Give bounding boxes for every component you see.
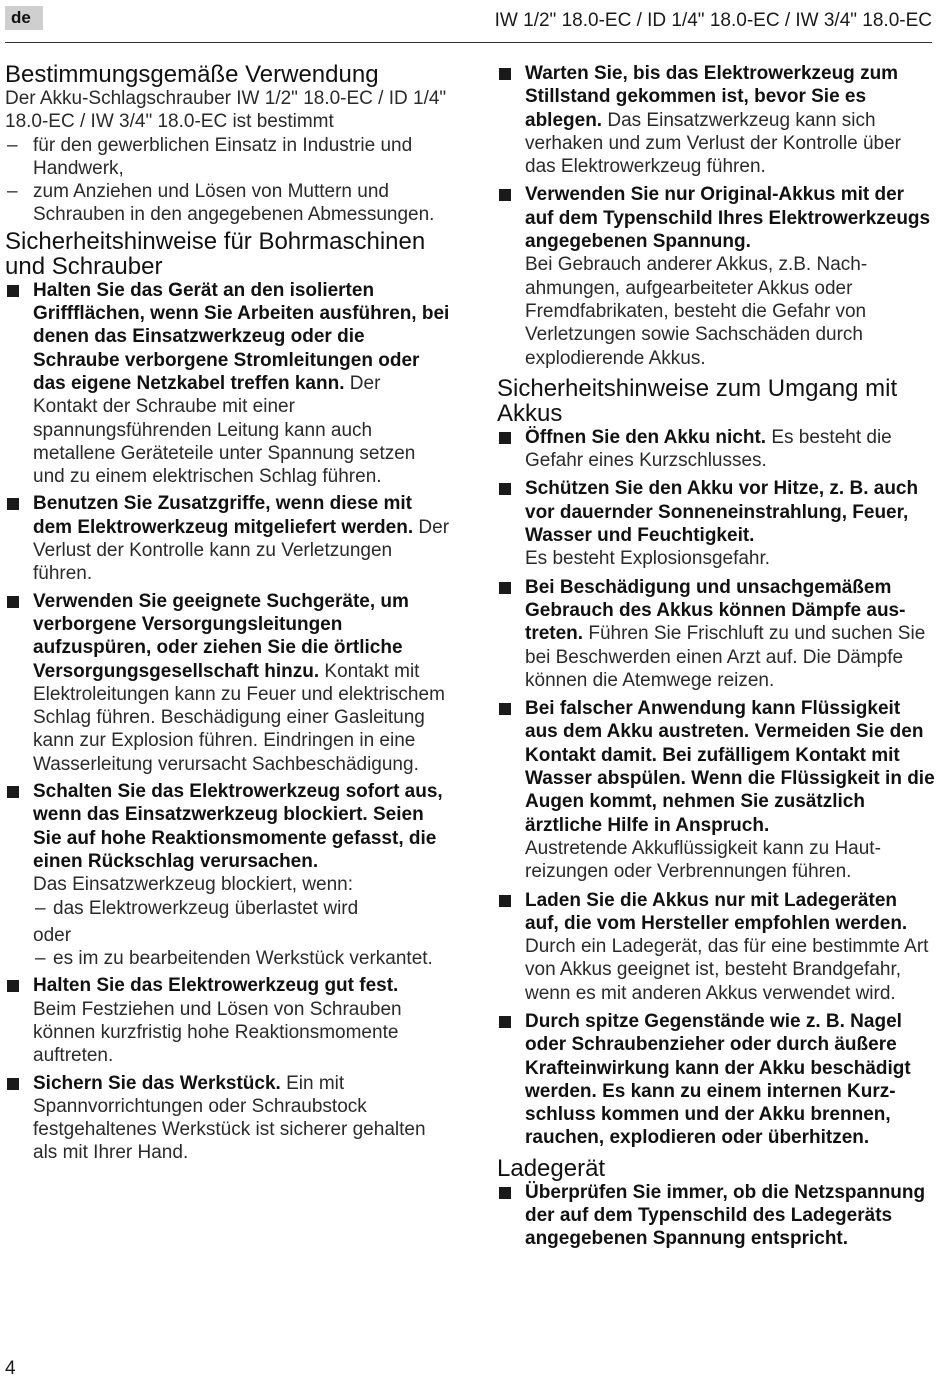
list-item: Überprüfen Sie immer, ob die Netzspannung der auf dem Typenschild des Ladegeräts angegebenen Spannung entspricht.	[497, 1181, 935, 1251]
list-item: – es im zu bearbeitenden Werkstück verkantet.	[33, 947, 450, 970]
blocking-conditions-list-2	[33, 947, 450, 970]
bullet-square-icon	[7, 786, 19, 798]
right-column	[497, 62, 935, 1256]
bullet-square-icon	[7, 980, 19, 992]
list-item: Bei falscher Anwendung kann Flüssigkeit aus dem Akku austreten. Vermeiden Sie den Kontakt damit. Bei zufälligem Kontakt mit Wasser abspülen. Wenn die Flüssigkeit in die Augen kommt, nehmen Sie zusätzlich ärztliche Hilfe in Anspruch. Austretende Akkuflüssigkeit kann zu Hautreizungen oder Verbrennungen führen.	[497, 697, 935, 883]
heading-battery-safety: Sicherheitshinweise zum Umgang mit Akkus	[497, 374, 898, 427]
bullet-square-icon	[499, 483, 511, 495]
bullet-square-icon	[7, 285, 19, 297]
list-item: Sichern Sie das Werkstück. Ein mit Spannvorrichtungen oder Schraubstock festgehaltenes Werkstück ist sicherer gehalten als mit Ihrer Hand.	[5, 1072, 450, 1165]
bullet-square-icon	[499, 189, 511, 201]
language-badge: de	[5, 6, 43, 30]
heading-intended-use: Bestimmungsgemäße Verwendung	[5, 61, 379, 88]
list-item: Halten Sie das Elektrowerkzeug gut fest. Beim Festziehen und Lösen von Schrauben können kurzfristig hohe Reaktionsmomente auftreten.	[5, 974, 450, 1067]
heading-charger: Ladegerät	[497, 1154, 606, 1182]
safety-drills-list	[5, 279, 450, 1165]
list-item: – das Elektrowerkzeug überlastet wird	[33, 897, 450, 920]
header-divider	[5, 42, 932, 43]
intended-use-intro: Der Akku-Schlagschrauber IW 1/2" 18.0-EC / ID 1/4" 18.0-EC / IW 3/4" 18.0-EC ist bestimmt	[5, 88, 447, 133]
bullet-square-icon	[499, 1016, 511, 1028]
general-safety-list	[497, 62, 935, 370]
bullet-square-icon	[499, 582, 511, 594]
bullet-square-icon	[7, 1078, 19, 1090]
list-item: Warten Sie, bis das Elektrowerkzeug zum Stillstand gekommen ist, bevor Sie es ablegen. Das Einsatzwerkzeug kann sich verhaken und zum Verlust der Kontrolle über das Elektrowerkzeug führen.	[497, 62, 935, 178]
bullet-square-icon	[7, 596, 19, 608]
list-item: Verwenden Sie geeignete Suchgeräte, um verborgene Versorgungsleitungen aufzuspüren, oder ziehen Sie die örtliche Versorgungsgesellschaft hinzu. Kontakt mit Elektroleitungen kann zu Feuer und elektrischem Schlag führen. Beschädigung einer Gasleitung kann zur Explosion führen. Eindringen in eine Wasserleitung verursacht Sachbeschädigung.	[5, 590, 450, 776]
bullet-square-icon	[7, 498, 19, 510]
list-item: Verwenden Sie nur Original-Akkus mit der auf dem Typenschild Ihres Elektrowerkzeugs angegebenen Spannung. Bei Gebrauch anderer Akkus, z.B. Nachahmungen, aufgearbeiteter Akkus oder Fremdfabrikaten, besteht die Gefahr von Verletzungen sowie Sachschäden durch explodierende Akkus.	[497, 183, 935, 369]
list-item: Schalten Sie das Elektrowerkzeug sofort aus, wenn das Einsatzwerkzeug blockiert. Seien Sie auf hohe Reaktionsmomente gefasst, die einen Rückschlag verursachen. Das Einsatzwerkzeug blockiert, wenn: – das Elektrowerkzeug überlastet wird oder – es im zu bearbeitenden Werkstück verkantet.	[5, 780, 450, 970]
charger-list	[497, 1181, 935, 1251]
list-item: Halten Sie das Gerät an den isolierten Griffflächen, wenn Sie Arbeiten ausführen, bei denen das Einsatzwerkzeug oder die Schraube verborgene Stromleitungen oder das eigene Netzkabel treffen kann. Der Kontakt der Schraube mit einer spannungsführenden Leitung kann auch metallene Geräteteile unter Spannung setzen und zu einem elektrischen Schlag führen.	[5, 279, 450, 489]
list-item: Durch spitze Gegenstände wie z. B. Nagel oder Schraubenzieher oder durch äußere Krafteinwirkung kann der Akku beschädigt werden. Es kann zu einem internen Kurzschluss kommen und der Akku brennen, rauchen, explodieren oder überhitzen.	[497, 1010, 935, 1150]
intended-use-list	[5, 134, 450, 227]
bullet-square-icon	[499, 432, 511, 444]
list-item: Schützen Sie den Akku vor Hitze, z. B. auch vor dauernder Sonneneinstrahlung, Feuer, Wasser und Feuchtigkeit. Es besteht Explosionsgefahr.	[497, 477, 935, 570]
list-item: Benutzen Sie Zusatzgriffe, wenn diese mit dem Elektrowerkzeug mitgeliefert werden. Der Verlust der Kontrolle kann zu Verletzungen führen.	[5, 492, 450, 585]
bullet-square-icon	[499, 895, 511, 907]
blocking-conditions-list	[33, 897, 450, 920]
list-item: – für den gewerblichen Einsatz in Industrie und Handwerk,	[5, 134, 450, 181]
page-number: 4	[5, 1358, 16, 1379]
list-item: Laden Sie die Akkus nur mit Ladegeräten auf, die vom Hersteller empfohlen werden. Durch ein Ladegerät, das für eine bestimmte Art von Akkus geeignet ist, besteht Brandgefahr, wenn es mit anderen Akkus verwendet wird.	[497, 889, 935, 1005]
battery-safety-list	[497, 426, 935, 1150]
list-item: – zum Anziehen und Lösen von Muttern und Schrauben in den angegebenen Abmessungen.	[5, 180, 450, 227]
heading-safety-drills: Sicherheitshinweise für Bohrmaschinen und Schrauber	[5, 227, 426, 280]
bullet-square-icon	[499, 68, 511, 80]
model-header: IW 1/2" 18.0-EC / ID 1/4" 18.0-EC / IW 3/4" 18.0-EC	[494, 10, 932, 31]
left-column	[5, 62, 450, 1169]
bullet-square-icon	[499, 1187, 511, 1199]
list-item: Bei Beschädigung und unsachgemäßem Gebrauch des Akkus können Dämpfe austreten. Führen Sie Frischluft zu und suchen Sie bei Beschwerden einen Arzt auf. Die Dämpfe können die Atemwege reizen.	[497, 576, 935, 692]
list-item: Öffnen Sie den Akku nicht. Es besteht die Gefahr eines Kurzschlusses.	[497, 426, 935, 473]
bullet-square-icon	[499, 703, 511, 715]
